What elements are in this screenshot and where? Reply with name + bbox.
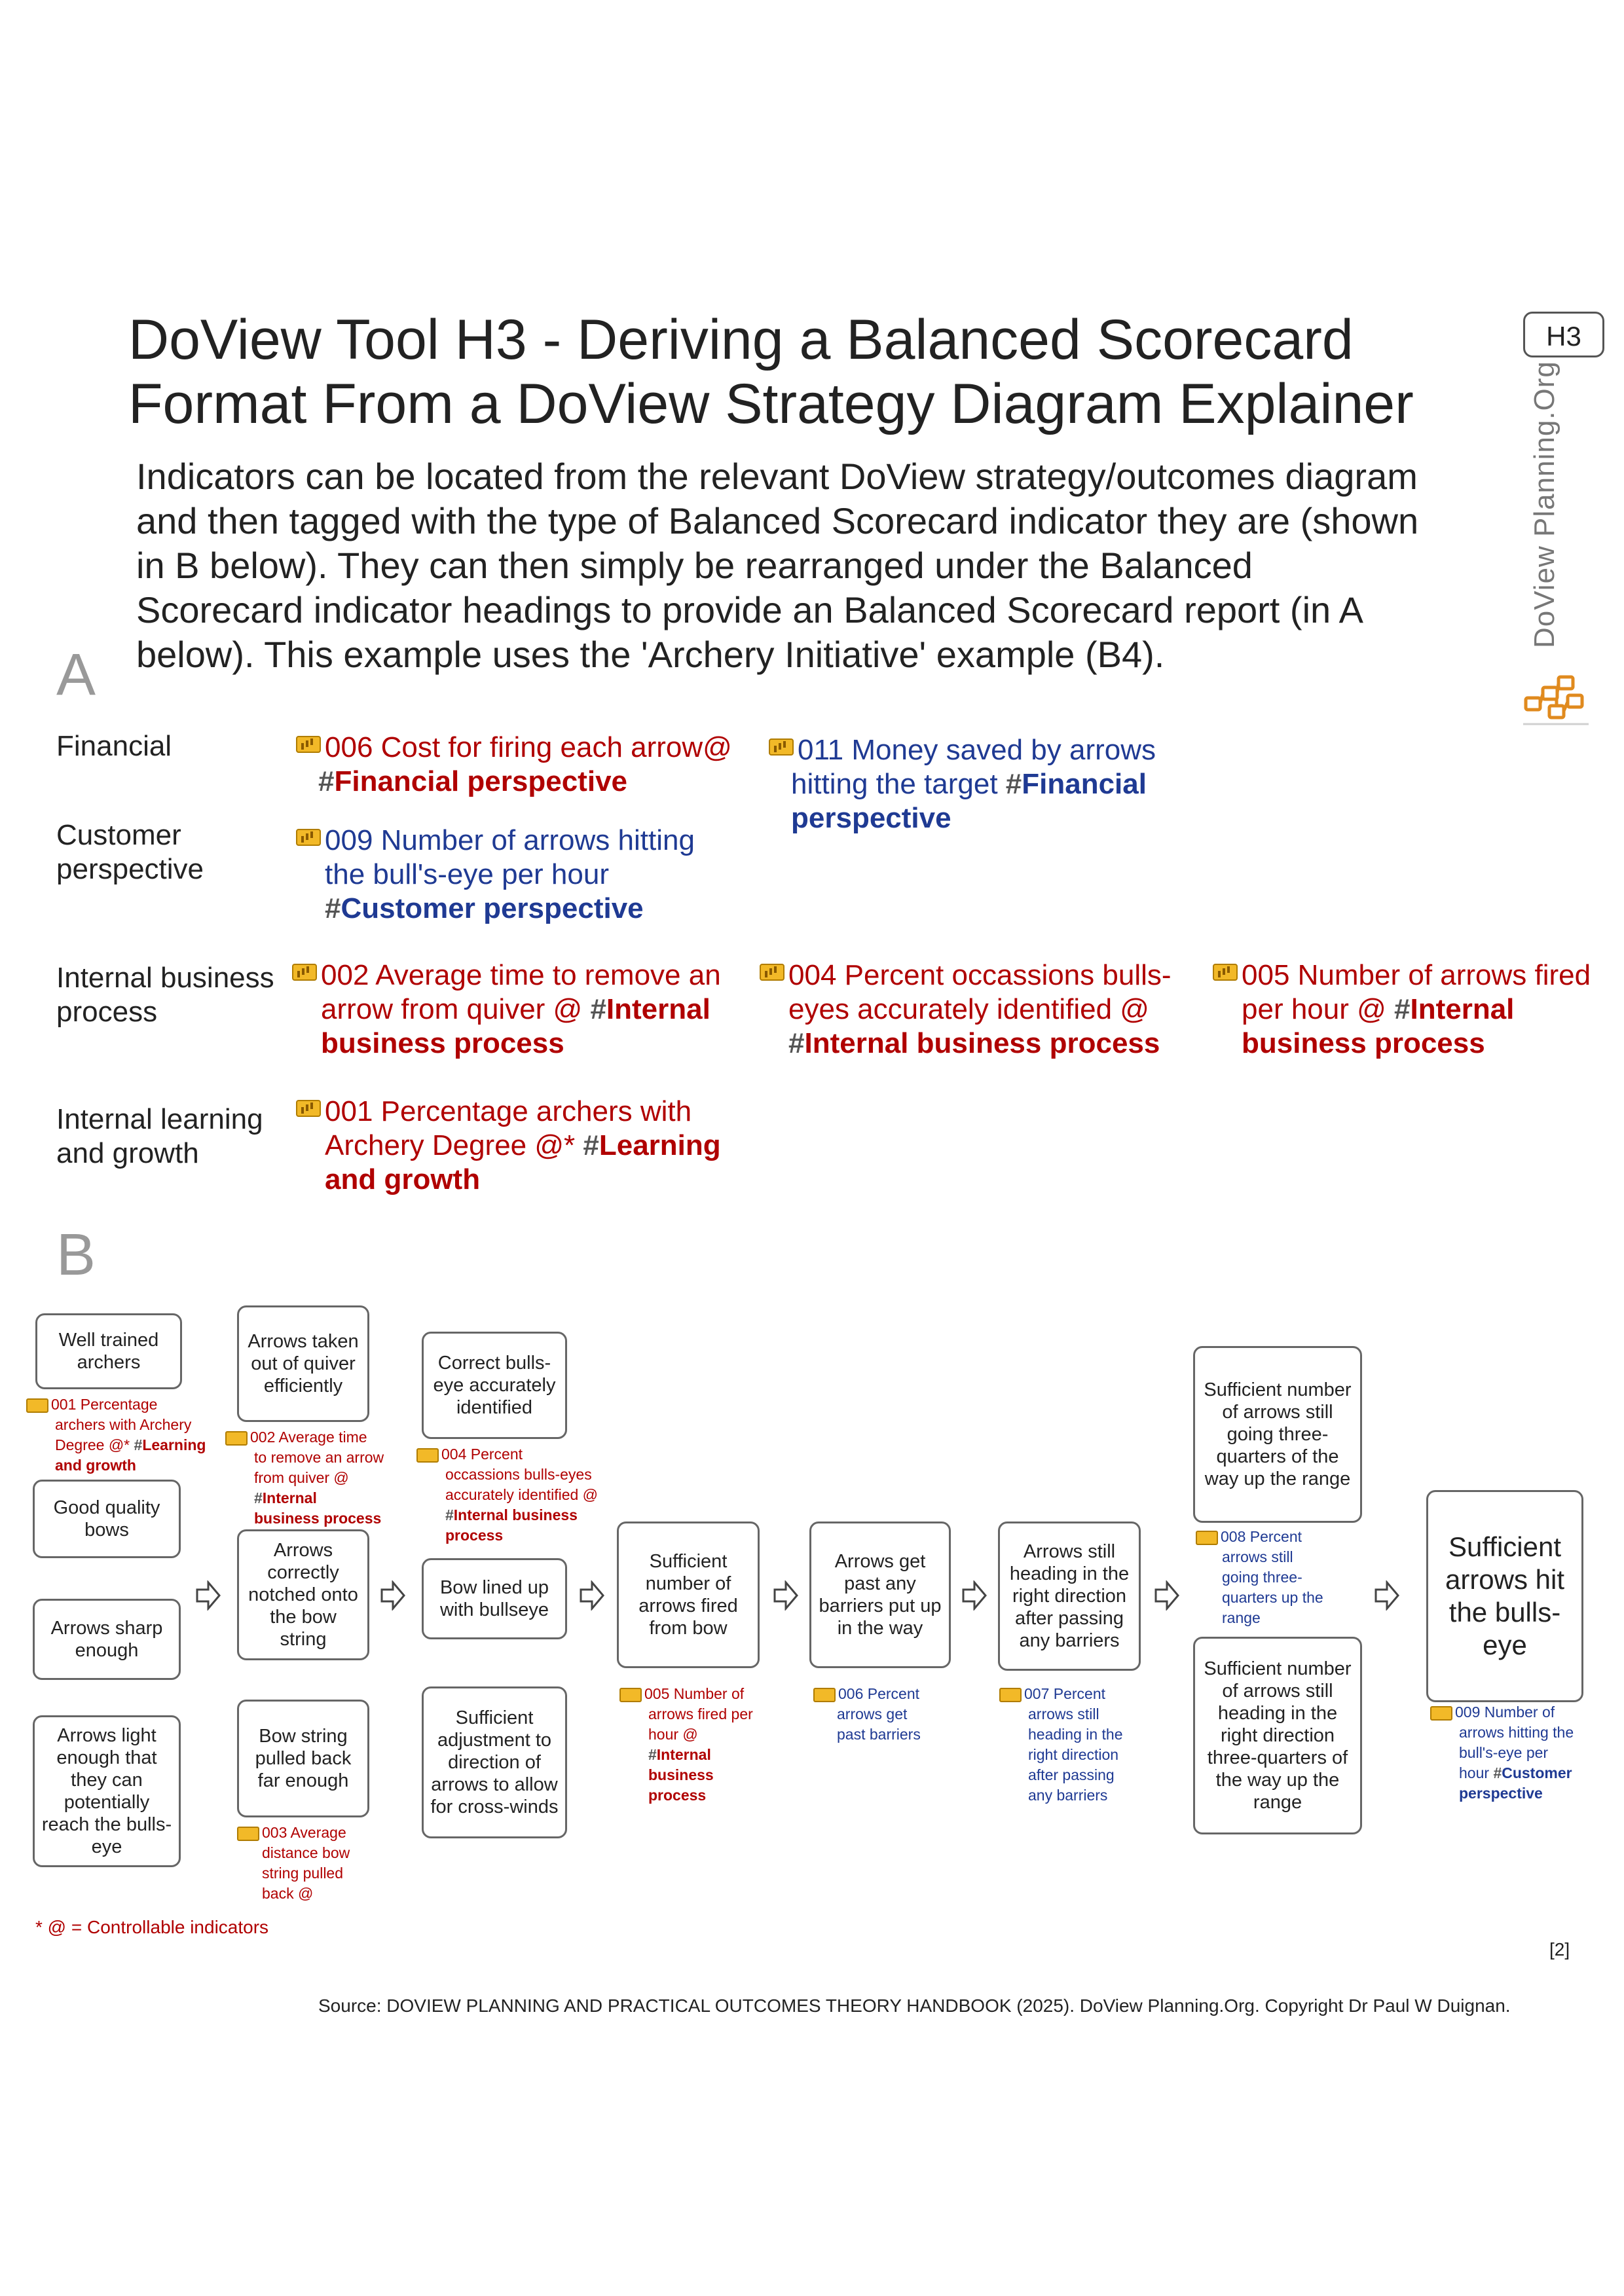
- row-heading-text: Customer: [56, 819, 181, 851]
- row-heading-financial: [56, 729, 305, 763]
- indicator-004-internal: [760, 958, 1172, 1061]
- indicator-tag: Financial perspective: [334, 765, 628, 797]
- indicator-icon: [813, 1688, 836, 1702]
- indicator-text: archers with Archery: [55, 1416, 192, 1433]
- indicator-b006: [813, 1684, 957, 1745]
- indicator-text: hour @: [648, 1726, 698, 1743]
- indicator-text: after passing: [1028, 1766, 1115, 1783]
- hash: #: [1005, 768, 1022, 800]
- indicator-tag: business process: [1242, 1027, 1485, 1059]
- indicator-icon: [296, 736, 321, 753]
- hash: #: [583, 1129, 599, 1161]
- box-good-quality-bows[interactable]: Good quality bows: [33, 1480, 181, 1558]
- indicator-icon: [416, 1448, 439, 1463]
- indicator-icon: [237, 1827, 259, 1841]
- indicator-text: 001 Percentage: [51, 1396, 158, 1413]
- indicator-icon: [1430, 1706, 1452, 1721]
- row-heading-text: process: [56, 996, 158, 1028]
- indicator-text: any barriers: [1028, 1787, 1108, 1804]
- indicator-009-customer: [296, 824, 695, 926]
- indicator-text: range: [1222, 1609, 1261, 1626]
- indicator-tag: Financial: [1022, 768, 1147, 800]
- indicator-text: arrows still: [1028, 1705, 1099, 1722]
- title-line-2: Format From a DoView Strategy Diagram Explainer: [128, 373, 1414, 435]
- indicator-tag: process: [445, 1527, 504, 1544]
- indicator-tag: perspective: [791, 802, 951, 834]
- indicator-text: 004 Percent: [441, 1446, 523, 1463]
- indicator-tag: Internal: [656, 1746, 711, 1763]
- indicator-text: quarters up the: [1222, 1589, 1323, 1606]
- indicator-tag: Internal: [606, 993, 710, 1025]
- box-well-trained-archers[interactable]: Well trained archers: [35, 1313, 182, 1389]
- indicator-tag: Customer: [1502, 1764, 1572, 1781]
- indicator-text: per hour @: [1242, 993, 1394, 1025]
- box-correct-bulls-eye[interactable]: Correct bulls-eye accurately identified: [422, 1332, 567, 1439]
- indicator-text: going three-: [1222, 1569, 1302, 1586]
- indicator-text: the bull's-eye per hour: [325, 858, 609, 890]
- indicator-icon: [769, 738, 794, 756]
- hash: #: [788, 1027, 805, 1059]
- indicator-text: 002 Average time: [250, 1429, 367, 1446]
- indicator-tag: Learning: [599, 1129, 721, 1161]
- indicator-icon: [999, 1688, 1022, 1702]
- indicator-b008: [1196, 1527, 1353, 1628]
- indicator-tag: and growth: [325, 1163, 481, 1195]
- indicator-tag: Learning: [142, 1436, 206, 1453]
- box-arrows-notched[interactable]: Arrows correctly notched onto the bow string: [237, 1529, 369, 1660]
- row-heading-text: Internal business: [56, 962, 274, 994]
- row-heading-text: perspective: [56, 853, 204, 885]
- indicator-tag: business: [648, 1766, 714, 1783]
- indicator-tag: business process: [254, 1510, 382, 1527]
- indicator-tag: process: [648, 1787, 707, 1804]
- flow-arrow-icon: [961, 1580, 987, 1611]
- hash: #: [134, 1436, 143, 1453]
- indicator-text: from quiver @: [254, 1469, 349, 1486]
- box-arrows-sharp[interactable]: Arrows sharp enough: [33, 1599, 181, 1680]
- intro-paragraph: [136, 454, 1524, 677]
- hash: #: [318, 765, 335, 797]
- indicator-002-internal: [292, 958, 721, 1061]
- indicator-text: 005 Number of: [644, 1685, 745, 1702]
- box-heading-three-quarters[interactable]: Sufficient number of arrows still heading in the right direction three-quarters of the way up the range: [1193, 1637, 1362, 1834]
- indicator-text: 009 Number of arrows hitting: [325, 824, 695, 856]
- indicator-text: distance bow: [262, 1844, 350, 1861]
- page-number: [2]: [1549, 1939, 1570, 1959]
- intro-line: in B below). They can then simply be rearranged under the Balanced: [136, 545, 1253, 586]
- section-a-label: A: [56, 642, 96, 708]
- tool-badge: H3: [1523, 312, 1604, 357]
- box-bow-lined-up[interactable]: Bow lined up with bullseye: [422, 1558, 567, 1639]
- indicator-text: bull's-eye per: [1459, 1744, 1549, 1761]
- indicator-icon: [26, 1398, 48, 1413]
- indicator-text: arrow from quiver @: [321, 993, 591, 1025]
- indicator-text: Archery Degree @*: [325, 1129, 583, 1161]
- box-arrows-light[interactable]: Arrows light enough that they can potentially reach the bulls-eye: [33, 1715, 181, 1867]
- hash: #: [325, 892, 341, 924]
- indicator-001-learning: [296, 1095, 721, 1197]
- indicator-text: 002 Average time to remove an: [321, 959, 721, 991]
- box-arrows-past-barriers[interactable]: Arrows get past any barriers put up in the way: [809, 1522, 951, 1668]
- title-line-1: DoView Tool H3 - Deriving a Balanced Scorecard: [128, 308, 1354, 371]
- indicator-text: 005 Number of arrows fired: [1242, 959, 1591, 991]
- intro-line: and then tagged with the type of Balanced Scorecard indicator they are (shown: [136, 500, 1419, 541]
- indicator-text: eyes accurately identified @: [788, 993, 1149, 1025]
- indicator-b009: [1430, 1702, 1587, 1804]
- indicator-b007: [999, 1684, 1143, 1806]
- indicator-text: hitting the target: [791, 768, 1006, 800]
- indicator-text: 006 Percent: [838, 1685, 920, 1702]
- indicator-icon: [760, 964, 784, 981]
- source-citation: Source: DOVIEW PLANNING AND PRACTICAL OUTCOMES THEORY HANDBOOK (2025). DoView Planning.Org. Copyright Dr Paul W Duignan.: [318, 1995, 1511, 2016]
- indicator-text: 004 Percent occassions bulls-: [788, 959, 1172, 991]
- indicator-006-financial: [296, 731, 732, 799]
- page-title: [128, 308, 1471, 436]
- indicator-text: 007 Percent: [1024, 1685, 1106, 1702]
- indicator-text: Degree @*: [55, 1436, 134, 1453]
- indicator-icon: [296, 1100, 321, 1117]
- indicator-b003: [237, 1823, 381, 1904]
- indicator-icon: [292, 964, 317, 981]
- box-bow-string-pulled[interactable]: Bow string pulled back far enough: [237, 1700, 369, 1817]
- indicator-text: occassions bulls-eyes: [445, 1466, 592, 1483]
- indicator-b002: [225, 1427, 402, 1529]
- indicator-icon: [619, 1688, 642, 1702]
- indicator-text: past barriers: [837, 1726, 921, 1743]
- flow-arrow-icon: [380, 1580, 406, 1611]
- indicator-text: arrows fired per: [648, 1705, 753, 1722]
- indicator-text: 001 Percentage archers with: [325, 1095, 692, 1127]
- flow-arrow-icon: [195, 1580, 221, 1611]
- indicator-b001: [26, 1394, 223, 1476]
- indicator-tag: business process: [321, 1027, 564, 1059]
- indicator-text: to remove an arrow: [254, 1449, 384, 1466]
- indicator-tag: Internal: [262, 1489, 317, 1506]
- row-heading-customer: [56, 818, 305, 886]
- intro-line: below). This example uses the 'Archery Initiative' example (B4).: [136, 634, 1165, 675]
- brand-vertical: DoView Planning.Org: [1528, 361, 1560, 648]
- indicator-text: accurately identified @: [445, 1486, 599, 1503]
- indicator-text: arrows hitting the: [1459, 1724, 1574, 1741]
- flow-arrow-icon: [773, 1580, 799, 1611]
- box-sufficient-adjustment[interactable]: Sufficient adjustment to direction of arrows to allow for cross-winds: [422, 1686, 567, 1838]
- indicator-text: right direction: [1028, 1746, 1119, 1763]
- row-heading-internal-business: [56, 961, 305, 1029]
- box-sufficient-arrows-hit[interactable]: Sufficient arrows hit the bulls-eye: [1426, 1490, 1583, 1702]
- hash: #: [1493, 1764, 1502, 1781]
- hash: #: [254, 1489, 263, 1506]
- indicator-icon: [1196, 1531, 1218, 1545]
- indicator-text: heading in the: [1028, 1726, 1123, 1743]
- indicator-011-financial: [769, 733, 1156, 835]
- row-heading-learning-growth: [56, 1102, 305, 1171]
- indicator-text: 006 Cost for firing each arrow@: [325, 731, 732, 763]
- indicator-text: arrows get: [837, 1705, 908, 1722]
- indicator-b004: [416, 1444, 626, 1546]
- indicator-icon: [296, 829, 321, 846]
- indicator-tag: Internal business process: [804, 1027, 1160, 1059]
- section-b-label: B: [56, 1222, 96, 1288]
- indicator-text: 008 Percent: [1221, 1528, 1302, 1545]
- indicator-icon: [225, 1431, 248, 1446]
- indicator-b005: [619, 1684, 777, 1806]
- row-heading-text: and growth: [56, 1137, 199, 1169]
- indicator-text: 011 Money saved by arrows: [798, 734, 1156, 766]
- indicator-text: arrows still: [1222, 1548, 1293, 1565]
- controllable-footnote: * @ = Controllable indicators: [35, 1917, 269, 1937]
- hash: #: [648, 1746, 657, 1763]
- hash: #: [590, 993, 606, 1025]
- box-arrows-still-heading[interactable]: Arrows still heading in the right direction after passing any barriers: [998, 1522, 1141, 1671]
- box-arrows-taken-out[interactable]: Arrows taken out of quiver efficiently: [237, 1305, 369, 1422]
- intro-line: Scorecard indicator headings to provide an Balanced Scorecard report (in A: [136, 589, 1363, 630]
- indicator-tag: and growth: [55, 1457, 136, 1474]
- indicator-text: back @: [262, 1885, 314, 1902]
- hash: #: [1394, 993, 1411, 1025]
- doview-logo-icon: [1521, 665, 1593, 731]
- row-heading-text: Internal learning: [56, 1103, 263, 1135]
- box-arrows-three-quarters[interactable]: Sufficient number of arrows still going three-quarters of the way up the range: [1193, 1346, 1362, 1523]
- indicator-text: 009 Number of: [1455, 1704, 1555, 1721]
- indicator-tag: Internal business: [453, 1506, 578, 1523]
- flow-arrow-icon: [1374, 1580, 1400, 1611]
- indicator-icon: [1213, 964, 1238, 981]
- indicator-text: string pulled: [262, 1865, 344, 1882]
- indicator-tag: Customer perspective: [341, 892, 644, 924]
- indicator-005-internal: [1213, 958, 1591, 1061]
- indicator-text: 003 Average: [262, 1824, 346, 1841]
- indicator-tag: perspective: [1459, 1785, 1543, 1802]
- row-heading-text: Financial: [56, 730, 172, 762]
- indicator-tag: Internal: [1410, 993, 1515, 1025]
- box-sufficient-arrows-fired[interactable]: Sufficient number of arrows fired from bow: [617, 1522, 760, 1668]
- hash: #: [445, 1506, 454, 1523]
- flow-arrow-icon: [1154, 1580, 1180, 1611]
- flow-arrow-icon: [579, 1580, 605, 1611]
- intro-line: Indicators can be located from the relevant DoView strategy/outcomes diagram: [136, 456, 1418, 497]
- indicator-text: hour: [1459, 1764, 1494, 1781]
